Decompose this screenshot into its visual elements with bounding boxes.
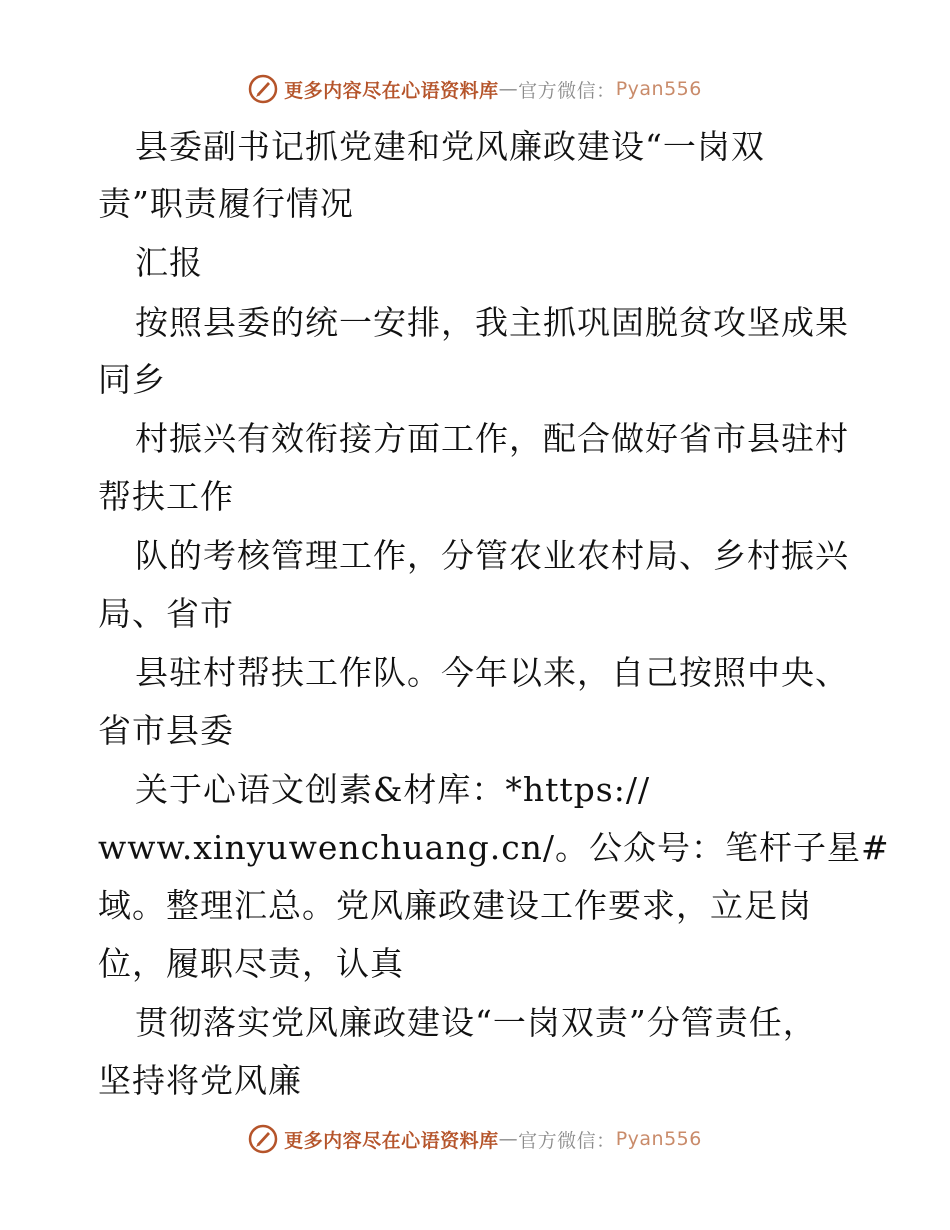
text-line: 责”职责履行情况 [98, 184, 354, 223]
text-line: 关于心语文创素&材库：*https:// [135, 770, 651, 809]
text-line: 同乡 [98, 360, 166, 399]
watermark-main-text: 更多内容尽在心语资料库 [284, 1129, 499, 1152]
text-line: 队的考核管理工作，分管农业农村局、乡村振兴 [135, 536, 849, 575]
watermark-main-text: 更多内容尽在心语资料库 [284, 79, 499, 102]
watermark-id: Pyan556 [615, 1128, 702, 1150]
text-line: 坚持将党风廉 [98, 1061, 302, 1100]
text-line: 帮扶工作 [98, 477, 234, 516]
watermark-sub-text: 官方微信： [518, 79, 616, 102]
watermark-dash: — [498, 1128, 519, 1150]
text-line: 域。整理汇总。党风廉政建设工作要求，立足岗 [98, 886, 812, 925]
watermark-id: Pyan556 [615, 78, 702, 100]
text-line: 贯彻落实党风廉政建设“一岗双责”分管责任， [135, 1003, 817, 1042]
text-line: 村振兴有效衔接方面工作，配合做好省市县驻村 [135, 419, 849, 458]
watermark-sub-text: 官方微信： [518, 1129, 616, 1152]
text-line: 按照县委的统一安排，我主抓巩固脱贫攻坚成果 [135, 303, 849, 342]
text-line: 县驻村帮扶工作队。今年以来，自己按照中央、 [135, 653, 849, 692]
watermark-dash: — [498, 78, 519, 100]
header-watermark [0, 74, 950, 104]
text-line: 县委副书记抓党建和党风廉政建设“一岗双 [135, 127, 765, 166]
brush-logo-icon [248, 74, 278, 104]
text-line: 局、省市 [98, 594, 234, 633]
footer-watermark [0, 1124, 950, 1154]
text-line: www.xinyuwenchuang.cn/。公众号：笔杆子星# [98, 828, 890, 867]
brush-logo-icon [248, 1124, 278, 1154]
text-line: 位，履职尽责，认真 [98, 944, 404, 983]
text-line: 省市县委 [98, 711, 234, 750]
text-line: 汇报 [135, 243, 203, 282]
